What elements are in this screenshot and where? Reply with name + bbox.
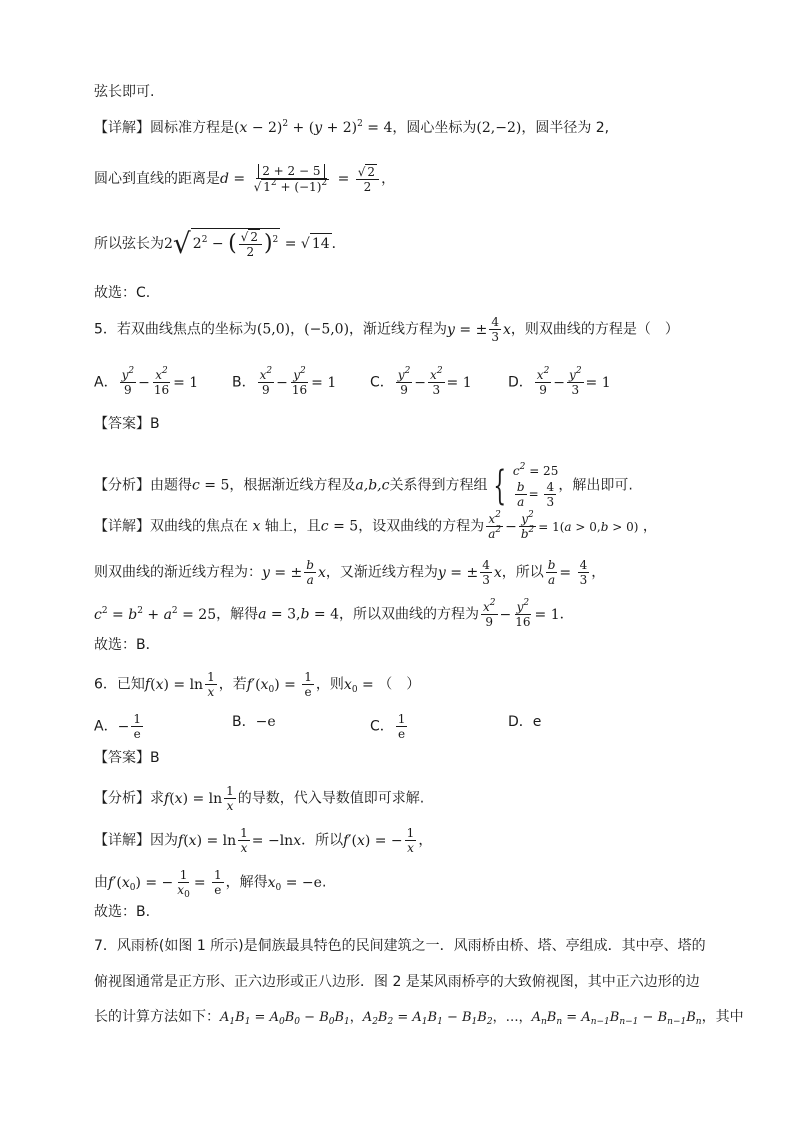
text: ，所以双曲线的方程为 xyxy=(338,606,479,623)
option-label: B． xyxy=(232,714,256,730)
formula: x xyxy=(248,518,265,535)
formula: y = ± $\frac{b}{a}$ x xyxy=(262,558,326,587)
fraction: $\frac{√ 2}{2}$ xyxy=(356,164,379,194)
chord-line: 所以弦长为2√ $2^2$ − ( $\frac{√ 2}{2}$ )$^2$ = √ 14 ． xyxy=(94,227,346,260)
text: ，渐近线方程为 xyxy=(349,321,448,338)
text: ，解出即可. xyxy=(558,477,633,494)
q5-answer xyxy=(94,414,160,434)
formula: f′(x) = − $\frac{1}{x}$ xyxy=(343,826,415,855)
text: 则双曲线的渐近线方程为： xyxy=(94,564,262,581)
text: 圆标准方程是 xyxy=(150,120,234,136)
option-label: A． xyxy=(94,374,118,391)
detail-line xyxy=(94,118,609,138)
q6-detail-2: 由$f'(x_0)$ = − $\frac{1}{x_0}$ = $\frac{1}{e}$ ，解得$x_0 = -e$. xyxy=(94,868,327,900)
formula: $c^2 = b^2 + a^2 = 25$ xyxy=(94,605,217,623)
formula: $\frac{x^2}{9}$ − $\frac{y^2}{3}$ = 1 xyxy=(536,366,611,397)
formula: (2,−2) xyxy=(476,120,522,136)
text: ，若 xyxy=(218,676,247,693)
q5-detail-2: 则双曲线的渐近线方程为：y = ± $\frac{b}{a}$ x，又渐近线方程为y = ± $\frac{4}{3}$ x，所以 $\frac{b}{a}$ = $\frac{4}{3}$ ， xyxy=(94,558,606,587)
text: ，设双曲线的方程为 xyxy=(358,518,485,535)
formula: y = ± $\frac{4}{3}$ x xyxy=(437,558,502,587)
detail-tag: 【详解】 xyxy=(94,518,150,535)
q5-choose xyxy=(94,635,160,655)
formula: (x) = ln $\frac{1}{x}$ xyxy=(150,670,215,699)
formula: $(x - 2)^2 + (y + 2)^2 = 4$ xyxy=(234,119,393,136)
answer-tag: 【答案】 xyxy=(94,416,150,432)
text: 7．风雨桥(如图 1 所示)是侗族最具特色的民间建筑之一．风雨桥由桥、塔、亭组成．其中亭、塔的 xyxy=(94,938,706,954)
q6-option-b[interactable] xyxy=(232,712,276,732)
formula: c = 5 xyxy=(320,518,359,535)
formula: f xyxy=(144,676,151,693)
text: ，圆半径为 2, xyxy=(521,120,610,136)
formula: $f'(x_0)$ = − $\frac{1}{x_0}$ = $\frac{1}{e}$ xyxy=(108,868,222,900)
fraction: $\frac{2 + 2 - 5}{√ 1^2 + (-1)^2}$ xyxy=(253,164,328,194)
text: 故选：B. xyxy=(94,904,151,920)
text-line xyxy=(94,82,154,102)
q5-stem: 5．若双曲线焦点的坐标为(5,0)，(−5,0)，渐近线方程为y = ± $\frac{4}{3}$ x，则双曲线的方程是（ ） xyxy=(94,315,679,344)
formula: $\frac{y^2}{9}$ − $\frac{x^2}{3}$ = 1 xyxy=(397,366,472,397)
text: 轴上，且 xyxy=(264,518,321,535)
text: 弦长即可. xyxy=(94,84,155,100)
text: ，圆心坐标为 xyxy=(392,120,477,136)
brace: { xyxy=(493,462,507,509)
choose-line xyxy=(94,283,150,303)
answer-value: B xyxy=(150,416,160,432)
formula: $\frac{x^2}{9}$ − $\frac{y^2}{16}$ = 1 xyxy=(482,598,560,629)
q6-detail-1: 【详解】因为f(x) = ln $\frac{1}{x}$ = −lnx．所以f′(x) = − $\frac{1}{x}$ ， xyxy=(94,826,433,855)
option-label: C． xyxy=(370,718,394,735)
option-label: C． xyxy=(370,374,394,391)
q5-option-a[interactable] xyxy=(94,368,198,397)
formula: −e xyxy=(255,714,276,730)
q5-option-d[interactable] xyxy=(508,368,611,397)
formula: f(x) = ln $\frac{1}{x}$ = −lnx xyxy=(178,826,302,855)
analysis-tag: 【分析】 xyxy=(94,790,150,807)
formula: $\frac{x^2}{9}$ − $\frac{y^2}{16}$ = 1 xyxy=(259,366,337,397)
text: ，解得 xyxy=(225,874,268,891)
text: 由 xyxy=(94,874,108,891)
text: 因为 xyxy=(150,832,178,849)
formula: $f'(x_0)$ = $\frac{1}{e}$ xyxy=(246,670,312,699)
formula: (5,0) xyxy=(256,321,291,338)
text: ，解得 xyxy=(216,606,259,623)
formula: d xyxy=(220,171,229,187)
text: 的导数，代入导数值即可求解. xyxy=(237,790,425,807)
option-label: B． xyxy=(232,374,256,391)
text: 长的计算方法如下： xyxy=(94,1009,220,1025)
text: 6．已知 xyxy=(94,676,145,693)
formula: $x_0$ = xyxy=(343,676,379,695)
text: 所以弦长为 xyxy=(94,236,164,252)
text: ．所以 xyxy=(301,832,344,849)
text: 由题得 xyxy=(150,477,192,494)
text: 求 xyxy=(150,790,164,807)
q6-choose xyxy=(94,902,150,922)
option-label: A． xyxy=(94,718,118,735)
option-label: D．e xyxy=(508,714,542,730)
q6-answer xyxy=(94,748,160,768)
option-label: D． xyxy=(508,374,533,391)
text: ，则双曲线的方程是（ ） xyxy=(510,321,679,338)
q6-analysis xyxy=(94,784,424,813)
analysis-tag: 【分析】 xyxy=(94,477,150,494)
formula: f(x) = ln $\frac{1}{x}$ xyxy=(164,784,234,813)
text: （ ） xyxy=(378,676,421,693)
formula: $\frac{1}{e}$ xyxy=(397,712,406,741)
text: 故选：C. xyxy=(94,285,151,301)
formula: 2√ $2^2$ − ( $\frac{√ 2}{2}$ )$^2$ = √ 14 xyxy=(164,227,330,260)
q6-option-a[interactable] xyxy=(94,712,145,741)
formula: $\frac{y^2}{9}$ − $\frac{x^2}{16}$ = 1 xyxy=(121,366,199,397)
text: 俯视图通常是正方形、正六边形或正八边形．图 2 是某风雨桥亭的大致俯视图，其中正六边形的边 xyxy=(94,974,700,990)
q7-line-1 xyxy=(94,936,706,956)
text: ，则 xyxy=(315,676,344,693)
formula: y = ± $\frac{4}{3}$ x xyxy=(447,315,511,344)
detail-tag: 【详解】 xyxy=(94,832,150,849)
q5-option-b[interactable] xyxy=(232,368,336,397)
formula: $\frac{x^2}{a^2}$ − $\frac{y^2}{b^2}$ = 1(a > 0,b > 0) xyxy=(488,510,639,541)
formula: a,b,c xyxy=(355,477,390,494)
equation-system: $c^2 = 25$ $\frac{b}{a}$ = $\frac{4}{3}$ xyxy=(512,462,559,509)
q6-option-d[interactable] xyxy=(508,712,541,732)
q7-line-3 xyxy=(94,1007,744,1028)
formula: a = 3,b = 4 xyxy=(258,606,339,623)
formula: $A_1B_1 = A_0B_0 - B_0B_1$，$A_2B_2 = A_1B_1 - B_1B_2$，…，$A_nB_n = A_{n-1}B_{n-1} - B_{n-1}B_n$ xyxy=(220,1010,702,1027)
detail-tag: 【详解】 xyxy=(94,120,150,136)
answer-tag: 【答案】 xyxy=(94,750,150,766)
text: ，其中 xyxy=(701,1009,744,1025)
formula: c = 5 xyxy=(192,477,230,494)
formula: $\frac{b}{a}$ = $\frac{4}{3}$ xyxy=(547,558,588,587)
text: 双曲线的焦点在 xyxy=(150,518,248,535)
text: 故选：B． xyxy=(94,637,160,653)
distance-line: 圆心到直线的距离是d = $\frac{2 + 2 - 5}{√ 1^2 + (-1)^2}$ = $\frac{√ 2}{2}$ ， xyxy=(94,164,396,194)
q5-detail-3: $c^2 = b^2 + a^2 = 25$，解得a = 3,b = 4，所以双曲线的方程为 $\frac{x^2}{9}$ − $\frac{y^2}{16}$ = 1． xyxy=(94,598,574,629)
q5-detail-1: 【详解】双曲线的焦点在 x 轴上，且c = 5，设双曲线的方程为 $\frac{x^2}{a^2}$ − $\frac{y^2}{b^2}$ = 1(a > 0,b > 0) ， xyxy=(94,510,657,541)
q6-option-c[interactable] xyxy=(370,712,409,741)
q6-stem xyxy=(94,670,420,699)
text: ，所以 xyxy=(501,564,544,581)
q7-line-2 xyxy=(94,972,700,992)
answer-value: B xyxy=(150,750,160,766)
formula: − $\frac{1}{e}$ xyxy=(117,712,141,741)
text: ，又渐近线方程为 xyxy=(325,564,438,581)
text: ，根据渐近线方程及 xyxy=(229,477,356,494)
q5-option-c[interactable] xyxy=(370,368,472,397)
text: 圆心到直线的距离是 xyxy=(94,171,220,187)
formula: $x_0 = -e$ xyxy=(267,874,322,893)
q5-analysis xyxy=(94,462,633,509)
formula: (−5,0) xyxy=(304,321,350,338)
text: 关系得到方程组 xyxy=(389,477,488,494)
text: 5．若双曲线焦点的坐标为 xyxy=(94,321,257,338)
